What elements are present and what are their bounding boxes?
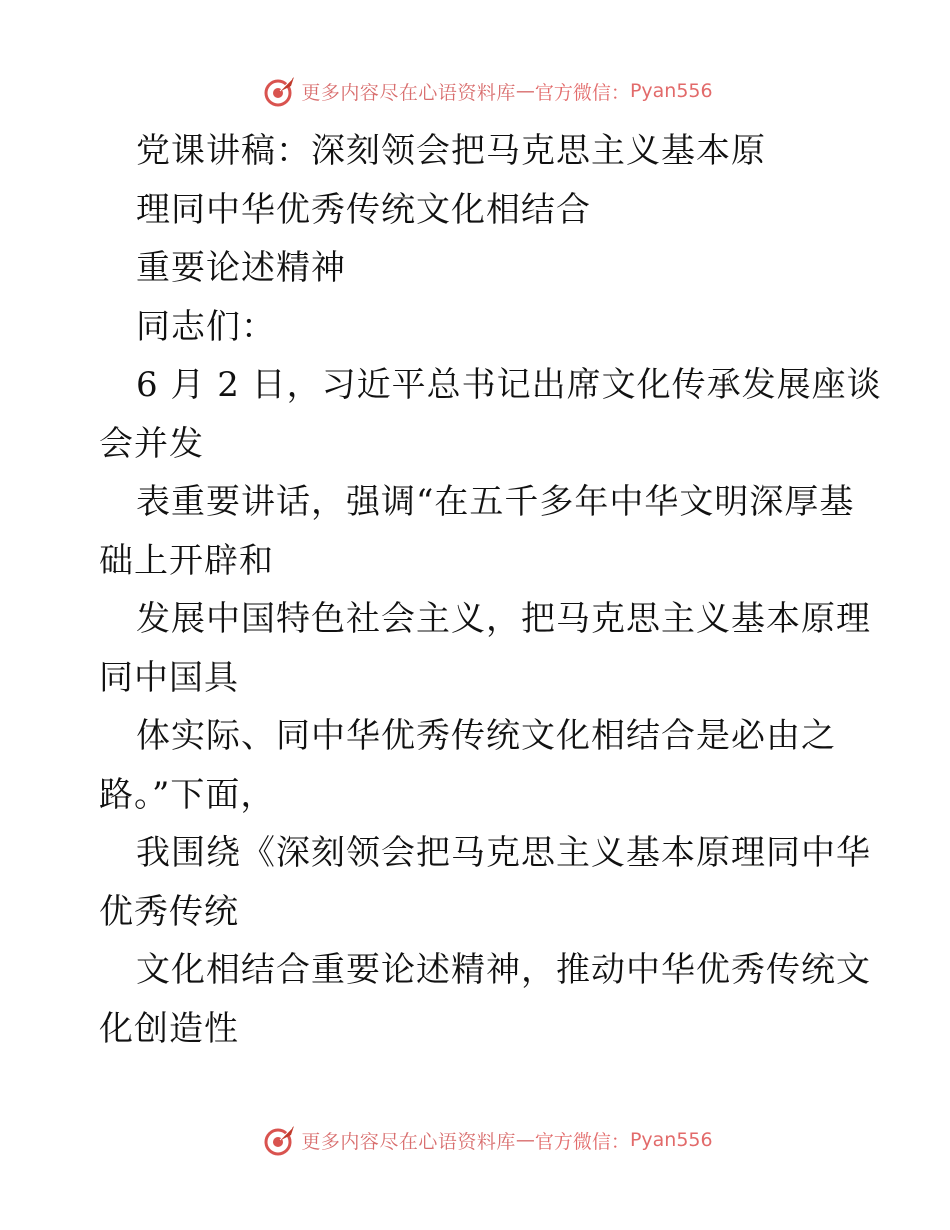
title-line-2: 理同中华优秀传统文化相结合: [136, 189, 591, 230]
title-line-3: 重要论述精神: [136, 248, 346, 288]
document-body: [99, 122, 882, 1058]
watermark-wechat-id: Pyan556: [629, 1129, 713, 1151]
quill-logo-icon: [263, 1123, 297, 1157]
title-line-1: 党课讲稿：深刻领会把马克思主义基本原: [136, 131, 766, 171]
paragraph-line: 发展中国特色社会主义，把马克思主义基本原理: [136, 599, 871, 639]
paragraph-line: 6 月 2 日，习近平总书记出席文化传承发展座谈: [136, 365, 882, 405]
paragraph-line: 路。”下面，: [99, 774, 276, 815]
watermark-text: 更多内容尽在心语资料库: [301, 81, 516, 104]
watermark-wechat-label: 官方微信：: [534, 81, 630, 104]
watermark-dash: —: [515, 80, 535, 102]
footer-watermark: [0, 1120, 950, 1160]
watermark-dash: —: [515, 1129, 535, 1151]
watermark-wechat-id: Pyan556: [629, 80, 713, 102]
salutation: 同志们：: [136, 306, 276, 347]
paragraph-line: 我围绕《深刻领会把马克思主义基本原理同中华: [136, 833, 871, 873]
header-watermark: [0, 71, 950, 111]
paragraph-line: 文化相结合重要论述精神，推动中华优秀传统文: [136, 950, 871, 990]
watermark-text: 更多内容尽在心语资料库: [301, 1130, 516, 1153]
quill-logo-icon: [263, 74, 297, 108]
paragraph-line: 表重要讲话，强调“在五千多年中华文明深厚基: [136, 482, 855, 522]
paragraph-line: 会并发: [99, 423, 204, 464]
paragraph-line: 优秀传统: [99, 891, 239, 932]
paragraph-line: 化创造性: [99, 1008, 239, 1049]
watermark-wechat-label: 官方微信：: [534, 1130, 630, 1153]
paragraph-line: 体实际、同中华优秀传统文化相结合是必由之: [136, 716, 836, 756]
paragraph-line: 础上开辟和: [99, 540, 274, 581]
paragraph-line: 同中国具: [99, 657, 239, 698]
